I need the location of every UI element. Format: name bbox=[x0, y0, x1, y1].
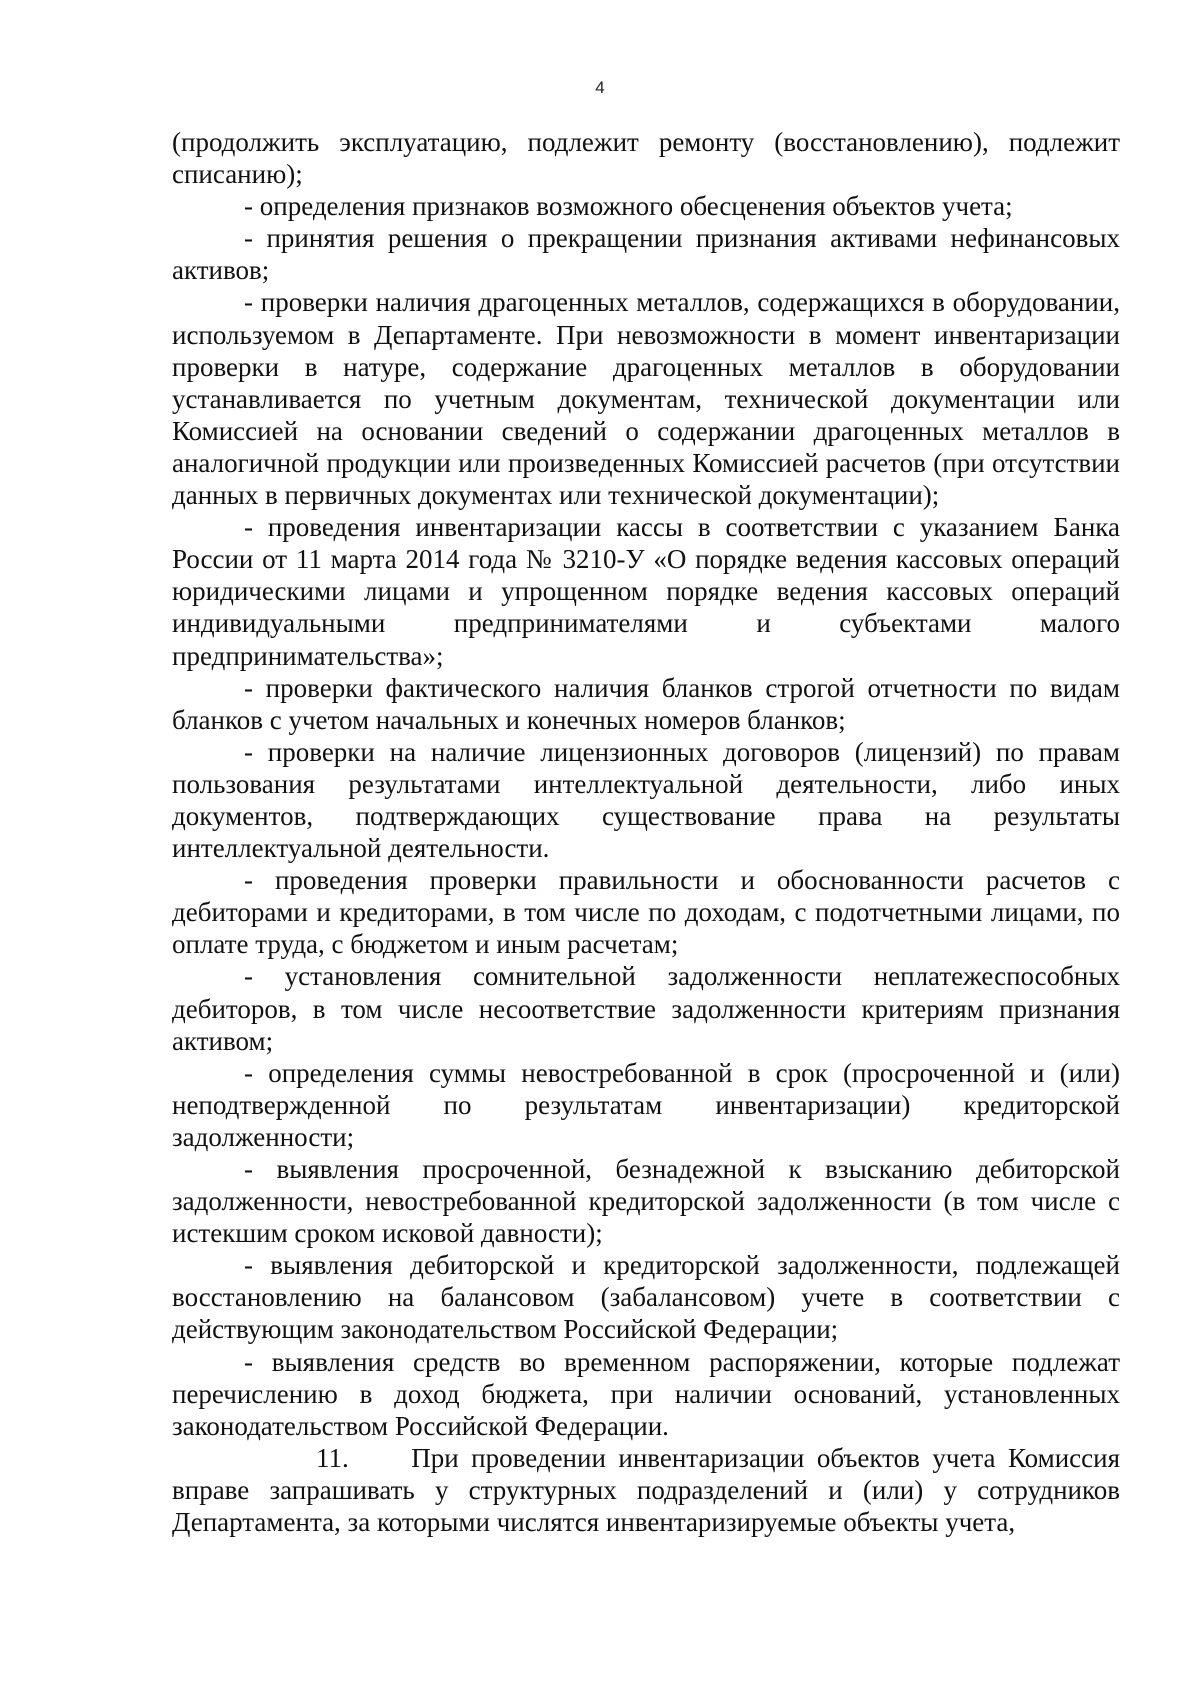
paragraph: - проведения инвентаризации кассы в соответствии с указанием Банка России от 11 марта 2014 года № 3210-У «О порядке ведения кассовых операций юридическими лицами и упрощенном порядке ведения кассовых операций индивидуальными предпринимателями и субъектами малого предпринимательства»; bbox=[172, 512, 1120, 671]
item-text: При проведении инвентаризации объектов учета Комиссия вправе запрашивать у структурных подразделений и (или) у сотрудников Департамента, за которыми числятся инвентаризируемые объекты учета, bbox=[172, 1442, 1121, 1538]
paragraph: - проверки фактического наличия бланков строгой отчетности по видам бланков с учетом начальных и конечных номеров бланков; bbox=[172, 672, 1120, 735]
paragraph: - выявления средств во временном распоряжении, которые подлежат перечислению в доход бюджета, при наличии оснований, установленных законодательством Российской Федерации. bbox=[172, 1346, 1120, 1441]
paragraph: - проведения проверки правильности и обоснованности расчетов с дебиторами и кредиторами, в том числе по доходам, с подотчетными лицами, по оплате труда, с бюджетом и иным расчетам; bbox=[172, 865, 1120, 960]
paragraph: - установления сомнительной задолженности неплатежеспособных дебиторов, в том числе несоответствие задолженности критериям признания активом; bbox=[172, 961, 1120, 1056]
paragraph: (продолжить эксплуатацию, подлежит ремонту (восстановлению), подлежит списанию); bbox=[172, 127, 1120, 190]
paragraph: - определения суммы невостребованной в срок (просроченной и (или) неподтвержденной по результатам инвентаризации) кредиторской задолженности; bbox=[172, 1057, 1120, 1152]
page-number: 4 bbox=[595, 78, 605, 97]
paragraph: - определения признаков возможного обесценения объектов учета; bbox=[244, 191, 1013, 222]
paragraph: - выявления дебиторской и кредиторской задолженности, подлежащей восстановлению на балансовом (забалансовом) учете в соответствии с действующим законодательством Российской Федерации; bbox=[172, 1250, 1120, 1345]
paragraph: - проверки на наличие лицензионных договоров (лицензий) по правам пользования результатами интеллектуальной деятельности, либо иных документов, подтверждающих существование права на результаты интеллектуальной деятельности. bbox=[172, 736, 1120, 864]
item-number: 11. bbox=[316, 1442, 349, 1473]
paragraph: - проверки наличия драгоценных металлов, содержащихся в оборудовании, используемом в Департаменте. При невозможности в момент инвентаризации проверки в натуре, содержание драгоценных металлов в оборудовании устанавливается по учетным документам, технической документации или Комиссией на основании сведений о содержании драгоценных металлов в аналогичной продукции или произведенных Комиссией расчетов (при отсутствии данных в первичных документах или технической документации); bbox=[172, 287, 1120, 511]
numbered-paragraph-11 bbox=[172, 1442, 1120, 1538]
paragraph: - принятия решения о прекращении признания активами нефинансовых активов; bbox=[172, 223, 1120, 286]
document-body bbox=[172, 126, 1120, 1538]
paragraph: - выявления просроченной, безнадежной к взысканию дебиторской задолженности, невостребованной кредиторской задолженности (в том числе с истекшим сроком исковой давности); bbox=[172, 1154, 1120, 1249]
